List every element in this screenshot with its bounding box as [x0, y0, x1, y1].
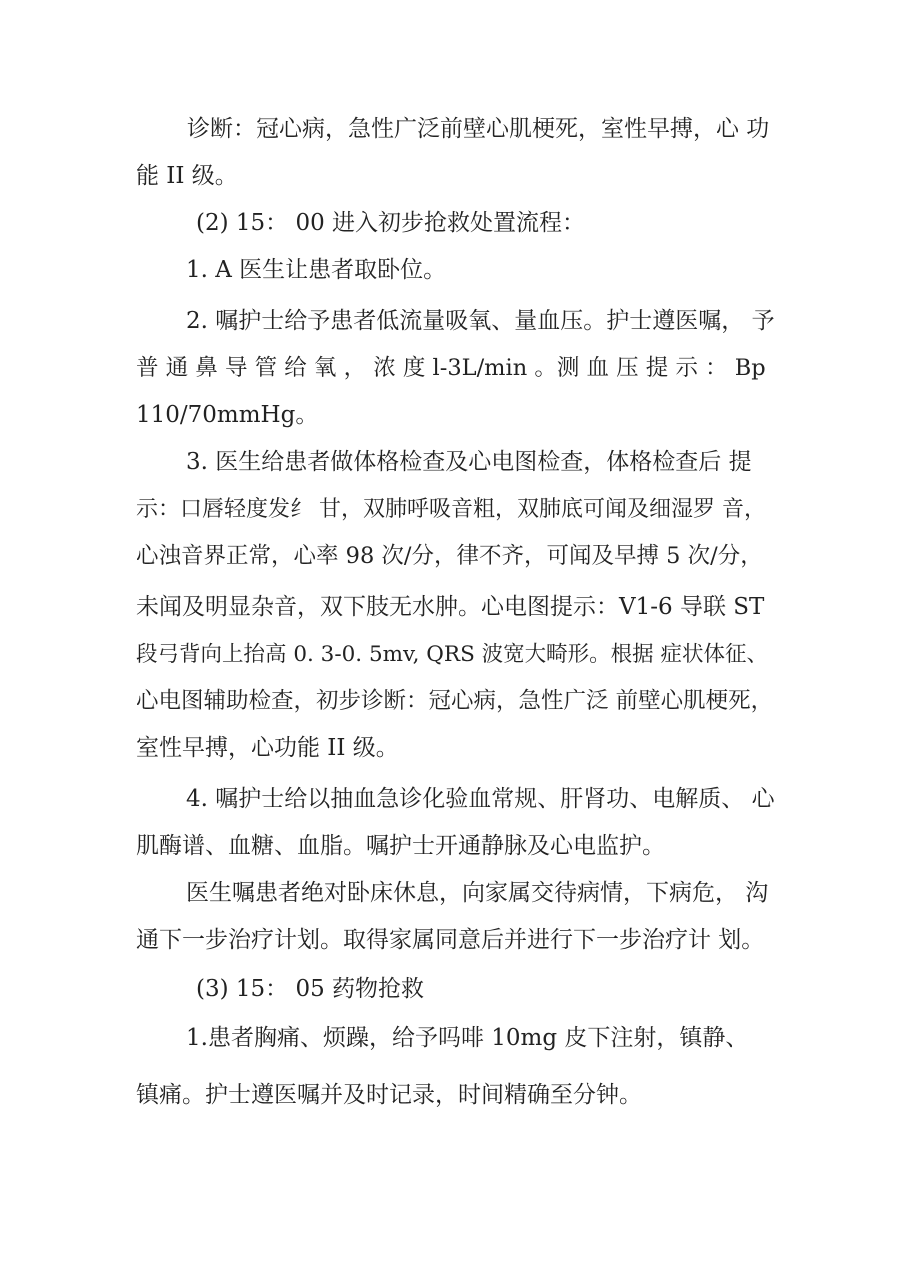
text-line: 4. 嘱护士给以抽血急诊化验血常规、肝肾功、电解质、 心 — [186, 786, 775, 812]
text-line: 2. 嘱护士给予患者低流量吸氧、量血压。护士遵医嘱， 予 — [186, 308, 775, 334]
text-line: 能 II 级。 — [136, 163, 238, 189]
text-line: 镇痛。护士遵医嘱并及时记录，时间精确至分钟。 — [136, 1082, 642, 1108]
text-line: 普 通 鼻 导 管 给 氧 ， 浓 度 l-3L/min 。测 血 压 提 示 ： Bp — [136, 355, 766, 381]
text-line: 肌酶谱、血糖、血脂。嘱护士开通静脉及心电监护。 — [136, 833, 665, 859]
text-line: 示：口唇轻度发纟 甘，双肺呼吸音粗，双肺底可闻及细湿罗 音， — [136, 497, 766, 522]
text-line: (3) 15： 05 药物抢救 — [196, 976, 425, 1002]
text-line: 心电图辅助检查，初步诊断：冠心病，急性广泛 前壁心肌梗死， — [136, 688, 774, 714]
text-line: 段弓背向上抬高 0. 3-0. 5mv, QRS 波宽大畸形。根据 症状体征、 — [136, 642, 769, 667]
text-line: 医生嘱患者绝对卧床休息，向家属交待病情，下病危， 沟 — [186, 880, 769, 906]
text-line: 110/70mmHg。 — [136, 402, 319, 428]
text-line: 通下一步治疗计划。取得家属同意后并进行下一步治疗计 划。 — [136, 927, 765, 953]
text-line: 心浊音界正常，心率 98 次/分，律不齐，可闻及早搏 5 次/分， — [136, 543, 763, 569]
text-line: 1.患者胸痛、烦躁，给予吗啡 10mg 皮下注射，镇静、 — [186, 1025, 749, 1051]
text-line: 室性早搏，心功能 II 级。 — [136, 735, 399, 761]
text-line: (2) 15： 00 进入初步抢救处置流程： — [196, 210, 586, 236]
text-line: 3. 医生给患者做体格检查及心电图检查，体格检查后 提 — [186, 449, 752, 475]
text-line: 未闻及明显杂音，双下肢无水肿。心电图提示：V1-6 导联 ST — [136, 594, 765, 620]
text-line: 诊断：冠心病，急性广泛前壁心肌梗死，室性早搏，心 功 — [187, 116, 770, 142]
text-line: 1. A 医生让患者取卧位。 — [186, 257, 447, 283]
